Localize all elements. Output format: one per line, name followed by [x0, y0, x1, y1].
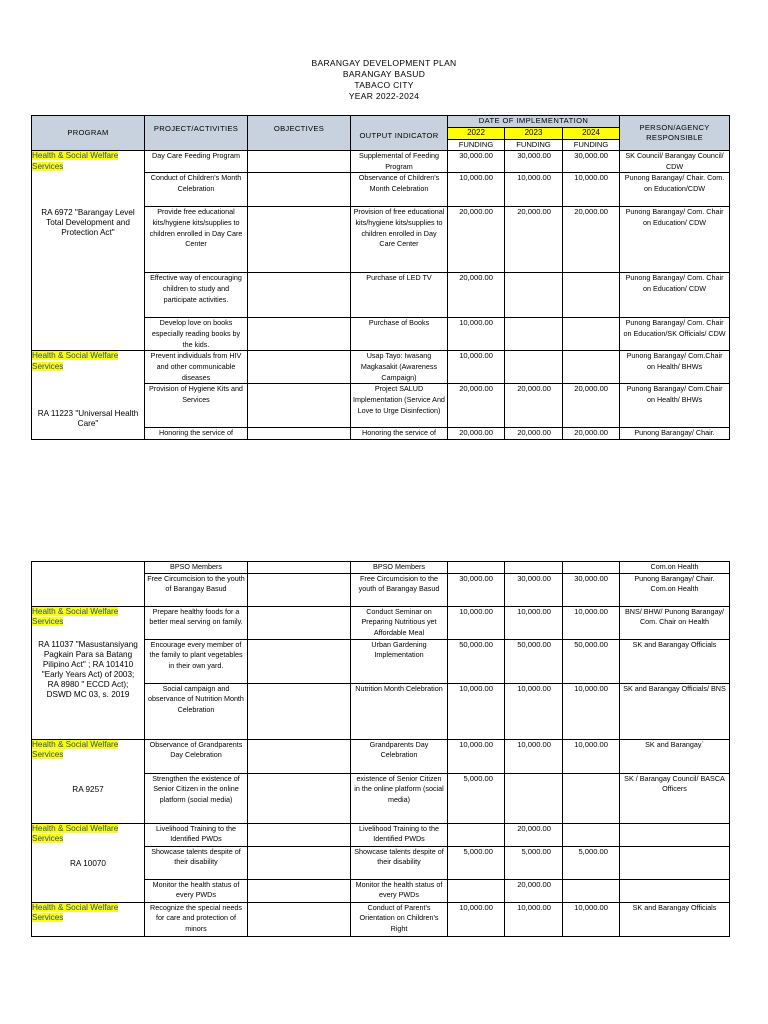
law-reference: RA 11037 "Masustansiyang Pagkain Para sa Batang Pilipino Act" ; RA 101410 "Early Years Act) of 2003; RA 8980 " ECCD Act); DSWD MC 03, s. 2019	[38, 639, 138, 699]
person-cell: Com.on Health	[620, 562, 730, 574]
output-cell: Purchase of LED TV	[351, 273, 448, 318]
funding-2024-cell: 10,000.00	[563, 902, 620, 936]
person-cell: SK Council/ Barangay Council/ CDW	[620, 151, 730, 173]
person-cell: BNS/ BHW/ Punong Barangay/ Com. Chair on Health	[620, 606, 730, 639]
project-cell: Effective way of encouraging children to study and participate activities.	[145, 273, 248, 318]
funding-2024-cell: 30,000.00	[563, 151, 620, 173]
objectives-cell	[248, 351, 351, 384]
funding-2023-cell: 30,000.00	[505, 573, 563, 606]
program-label: Health & Social Welfare Services	[32, 823, 119, 844]
person-cell: Punong Barangay/ Chair. Com. on Education/CDW	[620, 173, 730, 207]
funding-2024-cell	[563, 351, 620, 384]
funding-2023-cell: 30,000.00	[505, 151, 563, 173]
output-cell: BPSO Members	[351, 562, 448, 574]
program-cell	[32, 562, 145, 607]
project-cell: Develop love on books especially reading books by the kids.	[145, 318, 248, 351]
output-cell: Grandparents Day Celebration	[351, 739, 448, 773]
output-cell: Showcase talents despite of their disability	[351, 846, 448, 879]
funding-2023-cell	[505, 273, 563, 318]
funding-2023-cell: 5,000.00	[505, 846, 563, 879]
funding-2022-cell	[448, 823, 505, 846]
funding-2022-cell: 10,000.00	[448, 351, 505, 384]
objectives-cell	[248, 606, 351, 639]
objectives-cell	[248, 683, 351, 739]
funding-2024-cell: 20,000.00	[563, 207, 620, 273]
person-cell: Punong Barangay/ Com.Chair on Health/ BHWs	[620, 384, 730, 428]
funding-2023-cell	[505, 351, 563, 384]
funding-2022-cell: 10,000.00	[448, 318, 505, 351]
output-cell: Urban Gardening Implementation	[351, 639, 448, 683]
table-row	[32, 823, 730, 846]
law-reference: RA 6972 "Barangay Level Total Development and Protection Act"	[41, 208, 135, 238]
funding-2023-cell: 20,000.00	[505, 428, 563, 440]
person-cell: Punong Barangay/ Com.Chair on Health/ BHWs	[620, 351, 730, 384]
funding-2022-cell: 5,000.00	[448, 846, 505, 879]
funding-2022-cell: 20,000.00	[448, 273, 505, 318]
person-cell: Punong Barangay/ Com. Chair on Education/SK Officials/ CDW	[620, 318, 730, 351]
output-cell: Observance of Children's Month Celebration	[351, 173, 448, 207]
funding-2022-cell: 30,000.00	[448, 151, 505, 173]
funding-2024-cell: 20,000.00	[563, 428, 620, 440]
funding-2024-cell: 10,000.00	[563, 739, 620, 773]
funding-2023-cell	[505, 773, 563, 823]
funding-2022-cell: 10,000.00	[448, 902, 505, 936]
funding-2023-cell: 50,000.00	[505, 639, 563, 683]
program-label: Health & Social Welfare Services	[32, 902, 119, 923]
development-plan-table-page2	[31, 561, 730, 937]
col-person: PERSON/AGENCY RESPONSIBLE	[620, 116, 730, 151]
project-cell: Strengthen the existence of Senior Citizen in the online platform (social media)	[145, 773, 248, 823]
objectives-cell	[248, 879, 351, 902]
project-cell: Recognize the special needs for care and protection of minors	[145, 902, 248, 936]
law-reference: RA 11223 "Universal Health Care"	[37, 408, 139, 428]
year-2023: 2023	[505, 128, 563, 140]
title-city: TABACO CITY	[354, 80, 414, 90]
funding-2024-cell: 10,000.00	[563, 173, 620, 207]
person-cell: Punong Barangay/ Chair. Com.on Health	[620, 573, 730, 606]
funding-2024-cell	[563, 562, 620, 574]
objectives-cell	[248, 773, 351, 823]
funding-2023-cell: 20,000.00	[505, 384, 563, 428]
funding-2022-cell: 20,000.00	[448, 428, 505, 440]
objectives-cell	[248, 902, 351, 936]
title-plan: BARANGAY DEVELOPMENT PLAN	[311, 58, 457, 68]
output-cell: Provision of free educational kits/hygiene kits/supplies to children enrolled in Day Care Center	[351, 207, 448, 273]
program-cell	[32, 902, 145, 936]
funding-2024-cell	[563, 879, 620, 902]
year-2022: 2022	[448, 128, 505, 140]
project-cell: Conduct of Children's Month Celebration	[145, 173, 248, 207]
output-cell: Nutrition Month Celebration	[351, 683, 448, 739]
funding-2024-cell: 5,000.00	[563, 846, 620, 879]
funding-2023-cell: 10,000.00	[505, 739, 563, 773]
funding-2024-cell	[563, 318, 620, 351]
table-row	[32, 351, 730, 384]
objectives-cell	[248, 823, 351, 846]
funding-2023: FUNDING	[505, 139, 563, 151]
objectives-cell	[248, 739, 351, 773]
objectives-cell	[248, 151, 351, 173]
project-cell: Day Care Feeding Program	[145, 151, 248, 173]
output-cell: Supplemental of Feeding Program	[351, 151, 448, 173]
person-cell: SK and Barangay Officials	[620, 902, 730, 936]
funding-2023-cell: 10,000.00	[505, 902, 563, 936]
funding-2022-cell: 20,000.00	[448, 384, 505, 428]
funding-2022-cell: 30,000.00	[448, 573, 505, 606]
title-year: YEAR 2022-2024	[348, 91, 420, 101]
year-2024: 2024	[563, 128, 620, 140]
funding-2024-cell: 10,000.00	[563, 683, 620, 739]
project-cell: Free Circumcision to the youth of Barangay Basud	[145, 573, 248, 606]
law-reference: RA 10070	[70, 858, 106, 868]
project-cell: Livelihood Training to the Identified PWDs	[145, 823, 248, 846]
person-cell: SK and Barangay Officials	[620, 639, 730, 683]
funding-2022-cell: 10,000.00	[448, 606, 505, 639]
objectives-cell	[248, 846, 351, 879]
project-cell: Showcase talents despite of their disability	[145, 846, 248, 879]
person-cell: Punong Barangay/ Com. Chair on Education/ CDW	[620, 273, 730, 318]
program-cell	[32, 351, 145, 440]
table-row	[32, 151, 730, 173]
funding-2024-cell	[563, 823, 620, 846]
project-cell: Encourage every member of the family to plant vegetables in their own yard.	[145, 639, 248, 683]
law-reference: RA 9257	[72, 784, 104, 794]
funding-2022-cell	[448, 879, 505, 902]
program-cell	[32, 606, 145, 739]
col-date-implementation: DATE OF IMPLEMENTATION	[448, 116, 620, 128]
output-cell: Monitor the health status of every PWDs	[351, 879, 448, 902]
funding-2022-cell: 10,000.00	[448, 173, 505, 207]
program-cell	[32, 823, 145, 902]
objectives-cell	[248, 573, 351, 606]
objectives-cell	[248, 428, 351, 440]
funding-2022: FUNDING	[448, 139, 505, 151]
development-plan-table-page1	[31, 115, 730, 440]
person-cell: SK and Barangay`	[620, 739, 730, 773]
output-cell: existence of Senior Citizen in the online platform (social media)	[351, 773, 448, 823]
col-output: OUTPUT INDICATOR	[351, 116, 448, 151]
output-cell: Conduct Seminar on Preparing Nutritious yet Affordable Meal	[351, 606, 448, 639]
objectives-cell	[248, 384, 351, 428]
funding-2022-cell: 5,000.00	[448, 773, 505, 823]
output-cell: Livelihood Training to the Identified PWDs	[351, 823, 448, 846]
document-title	[0, 58, 768, 102]
funding-2024: FUNDING	[563, 139, 620, 151]
funding-2023-cell: 10,000.00	[505, 173, 563, 207]
funding-2024-cell: 10,000.00	[563, 606, 620, 639]
person-cell	[620, 846, 730, 879]
table-row	[32, 606, 730, 639]
program-label: Health & Social Welfare Services	[32, 151, 119, 171]
objectives-cell	[248, 207, 351, 273]
col-objectives: OBJECTIVES	[248, 116, 351, 151]
funding-2023-cell: 20,000.00	[505, 207, 563, 273]
objectives-cell	[248, 273, 351, 318]
funding-2023-cell	[505, 318, 563, 351]
output-cell: Project SALUD Implementation (Service And Love to Urge Disinfection)	[351, 384, 448, 428]
output-cell: Honoring the service of	[351, 428, 448, 440]
project-cell: Honoring the service of	[145, 428, 248, 440]
person-cell: SK / Barangay Council/ BASCA Officers	[620, 773, 730, 823]
funding-2024-cell	[563, 273, 620, 318]
funding-2023-cell: 10,000.00	[505, 683, 563, 739]
col-project: PROJECT/ACTIVITIES	[145, 116, 248, 151]
person-cell: Punong Barangay/ Com. Chair on Education/ CDW	[620, 207, 730, 273]
person-cell	[620, 823, 730, 846]
output-cell: Usap Tayo: Iwasang Magkasakit (Awareness Campaign)	[351, 351, 448, 384]
funding-2024-cell: 30,000.00	[563, 573, 620, 606]
funding-2022-cell: 10,000.00	[448, 739, 505, 773]
project-cell: Monitor the health status of every PWDs	[145, 879, 248, 902]
objectives-cell	[248, 318, 351, 351]
funding-2023-cell	[505, 562, 563, 574]
person-cell: Punong Barangay/ Chair.	[620, 428, 730, 440]
program-label: Health & Social Welfare Services	[32, 739, 119, 760]
table-row	[32, 739, 730, 773]
output-cell: Purchase of Books	[351, 318, 448, 351]
objectives-cell	[248, 173, 351, 207]
objectives-cell	[248, 639, 351, 683]
project-cell: Prevent individuals from HIV and other communicable diseases	[145, 351, 248, 384]
funding-2023-cell: 10,000.00	[505, 606, 563, 639]
program-cell	[32, 739, 145, 823]
table-row	[32, 562, 730, 574]
funding-2022-cell	[448, 562, 505, 574]
output-cell: Conduct of Parent's Orientation on Children's Right	[351, 902, 448, 936]
funding-2024-cell: 20,000.00	[563, 384, 620, 428]
funding-2022-cell: 50,000.00	[448, 639, 505, 683]
funding-2022-cell: 20,000.00	[448, 207, 505, 273]
program-label: Health & Social Welfare Services	[32, 351, 119, 371]
funding-2024-cell: 50,000.00	[563, 639, 620, 683]
person-cell	[620, 879, 730, 902]
output-cell: Free Circumcision to the youth of Barangay Basud	[351, 573, 448, 606]
program-cell	[32, 151, 145, 351]
funding-2023-cell: 20,000.00	[505, 879, 563, 902]
project-cell: BPSO Members	[145, 562, 248, 574]
table-row	[32, 902, 730, 936]
project-cell: Social campaign and observance of Nutrition Month Celebration	[145, 683, 248, 739]
project-cell: Prepare healthy foods for a better meal serving on family.	[145, 606, 248, 639]
project-cell: Provision of Hygiene Kits and Services	[145, 384, 248, 428]
program-label: Health & Social Welfare Services	[32, 606, 119, 627]
funding-2024-cell	[563, 773, 620, 823]
funding-2022-cell: 10,000.00	[448, 683, 505, 739]
project-cell: Observance of Grandparents Day Celebration	[145, 739, 248, 773]
title-barangay: BARANGAY BASUD	[342, 69, 426, 79]
project-cell: Provide free educational kits/hygiene kits/supplies to children enrolled in Day Care Center	[145, 207, 248, 273]
col-program: PROGRAM	[32, 116, 145, 151]
objectives-cell	[248, 562, 351, 574]
person-cell: SK and Barangay Officials/ BNS	[620, 683, 730, 739]
funding-2023-cell: 20,000.00	[505, 823, 563, 846]
